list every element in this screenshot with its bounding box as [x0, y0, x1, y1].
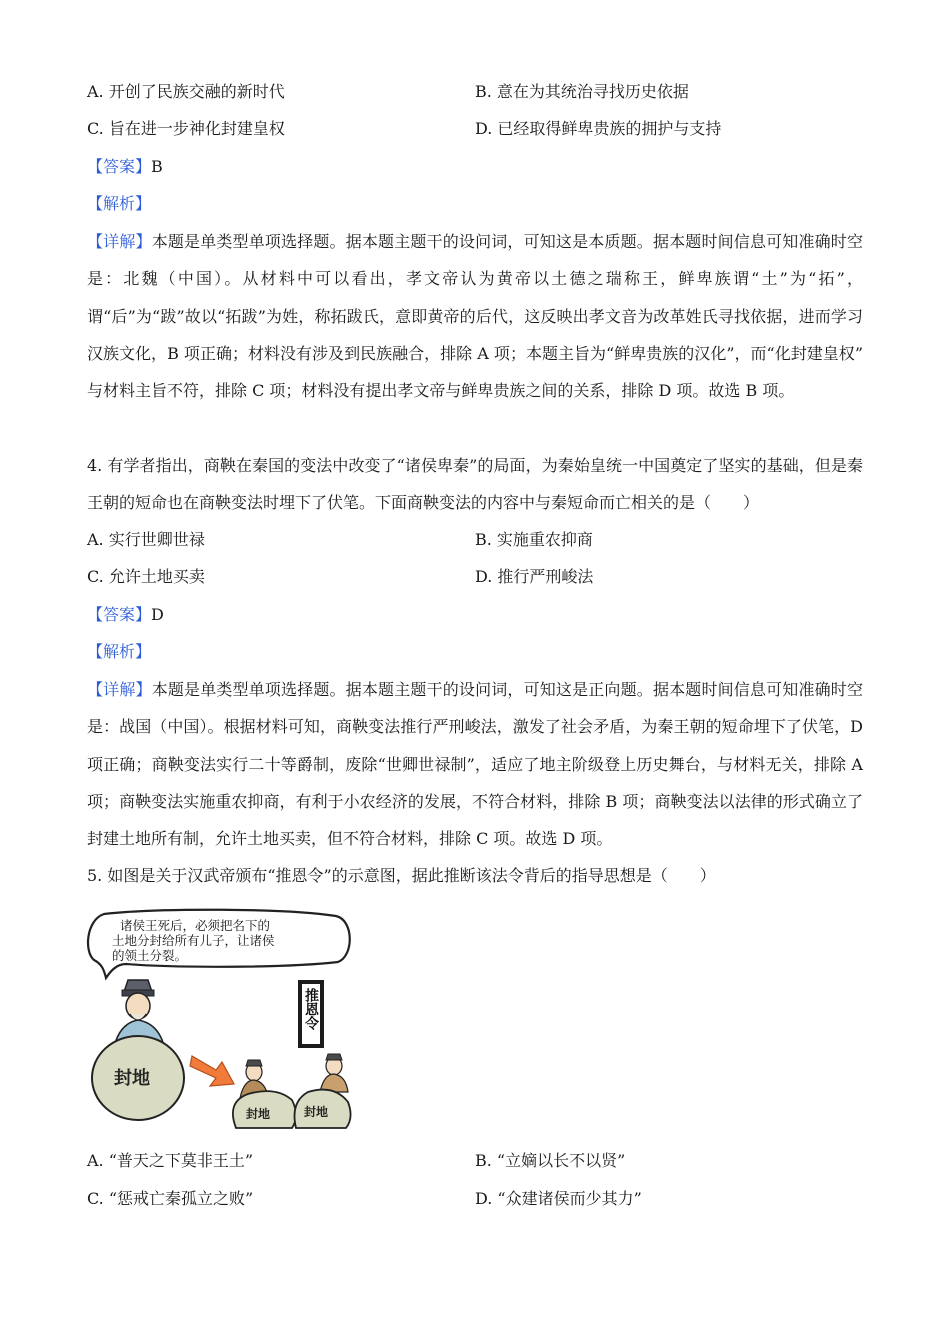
detail-text: 本题是单类型单项选择题。据本题主题干的设问词，可知这是本质题。据本题时间信息可知准确时空是：北魏（中国）。从材料中可以看出，孝文帝认为黄帝以土德之瑞称王，鲜卑族谓“土”为“拓”，谓“后”为“跋”故以“拓跋”为姓，称拓跋氏，意即黄帝的后代，这反映出孝文音为改革姓氏寻找依据，进而学习汉族文化，B 项正确；材料没有涉及到民族融合，排除 A 项；本题主旨为“鲜卑贵族的汉化”，而“化封建皇权” 与材料主旨不符，排除 C 项；材料没有提出孝文帝与鲜卑贵族之间的关系，排除 D 项。故选 B 项。 [87, 232, 863, 401]
detail-tag: 【详解】 [87, 232, 152, 251]
small-land-left-label: 封地 [246, 1107, 271, 1121]
q4-analysis-tag: 【解析】 [87, 642, 152, 661]
answer-tag: 【答案】 [87, 157, 152, 176]
heir-figure-right [320, 1054, 348, 1092]
q4-option-a: A. 实行世卿世禄 [87, 530, 205, 549]
sign-text: 推恩令 [303, 988, 319, 1030]
q4-option-c: C. 允许土地买卖 [87, 567, 205, 586]
q5-option-a: A. “普天之下莫非王土” [87, 1151, 254, 1170]
detail-text: 本题是单类型单项选择题。据本题主题干的设问词，可知这是正向题。据本题时间信息可知准确时空是：战国（中国）。根据材料可知，商鞅变法推行严刑峻法，激发了社会矛盾，为秦王朝的短命埋下了伏笔，D 项正确；商鞅变法实行二十等爵制，废除“世卿世禄制”，适应了地主阶级登上历史舞台，与材料无关，排除 A 项；商鞅变法实施重农抑商，有利于小农经济的发展，不符合材料，排除 B 项；商鞅变法以法律的形式确立了封建土地所有制，允许土地买卖，但不符合材料，排除 C 项。故选 D 项。 [87, 680, 863, 849]
q3-detail [87, 223, 863, 409]
speech-line-2: 土地分封给所有儿子，让诸侯 [112, 933, 275, 948]
q4-option-d: D. 推行严刑峻法 [475, 567, 594, 586]
q5-option-c: C. “惩戒亡秦孤立之败” [87, 1189, 254, 1208]
big-land-label: 封地 [114, 1068, 150, 1089]
q3-option-b: B. 意在为其统治寻找历史依据 [475, 82, 689, 101]
q4-option-b: B. 实施重农抑商 [475, 530, 593, 549]
small-land-right-label: 封地 [304, 1105, 329, 1119]
q5-option-d: D. “众建诸侯而少其力” [475, 1189, 642, 1208]
q4-answer [87, 604, 164, 626]
q5-stem: 5. 如图是关于汉武帝颁布“推恩令”的示意图，据此推断该法令背后的指导思想是（ ） [87, 866, 716, 885]
split-arrow-icon [190, 1056, 234, 1086]
answer-tag: 【答案】 [87, 605, 152, 624]
q3-option-a: A. 开创了民族交融的新时代 [87, 82, 285, 101]
tuienling-cartoon [86, 906, 354, 1132]
q3-option-c: C. 旨在进一步神化封建皇权 [87, 119, 285, 138]
q4-stem: 4. 有学者指出，商鞅在秦国的变法中改变了“诸侯卑秦”的局面，为秦始皇统一中国奠定了坚实的基础，但是秦王朝的短命也在商鞅变法时埋下了伏笔。下面商鞅变法的内容中与秦短命而亡相关的是（ ） [87, 456, 863, 513]
q3-option-d: D. 已经取得鲜卑贵族的拥护与支持 [475, 119, 722, 138]
speech-line-3: 的领土分裂。 [112, 948, 188, 963]
q3-analysis-tag: 【解析】 [87, 194, 152, 213]
answer-value: B [151, 157, 163, 176]
answer-value: D [151, 605, 164, 624]
q4-detail [87, 671, 863, 857]
q5-option-b: B. “立嫡以长不以贤” [475, 1151, 626, 1170]
q3-answer [87, 156, 163, 178]
detail-tag: 【详解】 [87, 680, 152, 699]
speech-line-1: 诸侯王死后，必须把名下的 [120, 918, 271, 933]
